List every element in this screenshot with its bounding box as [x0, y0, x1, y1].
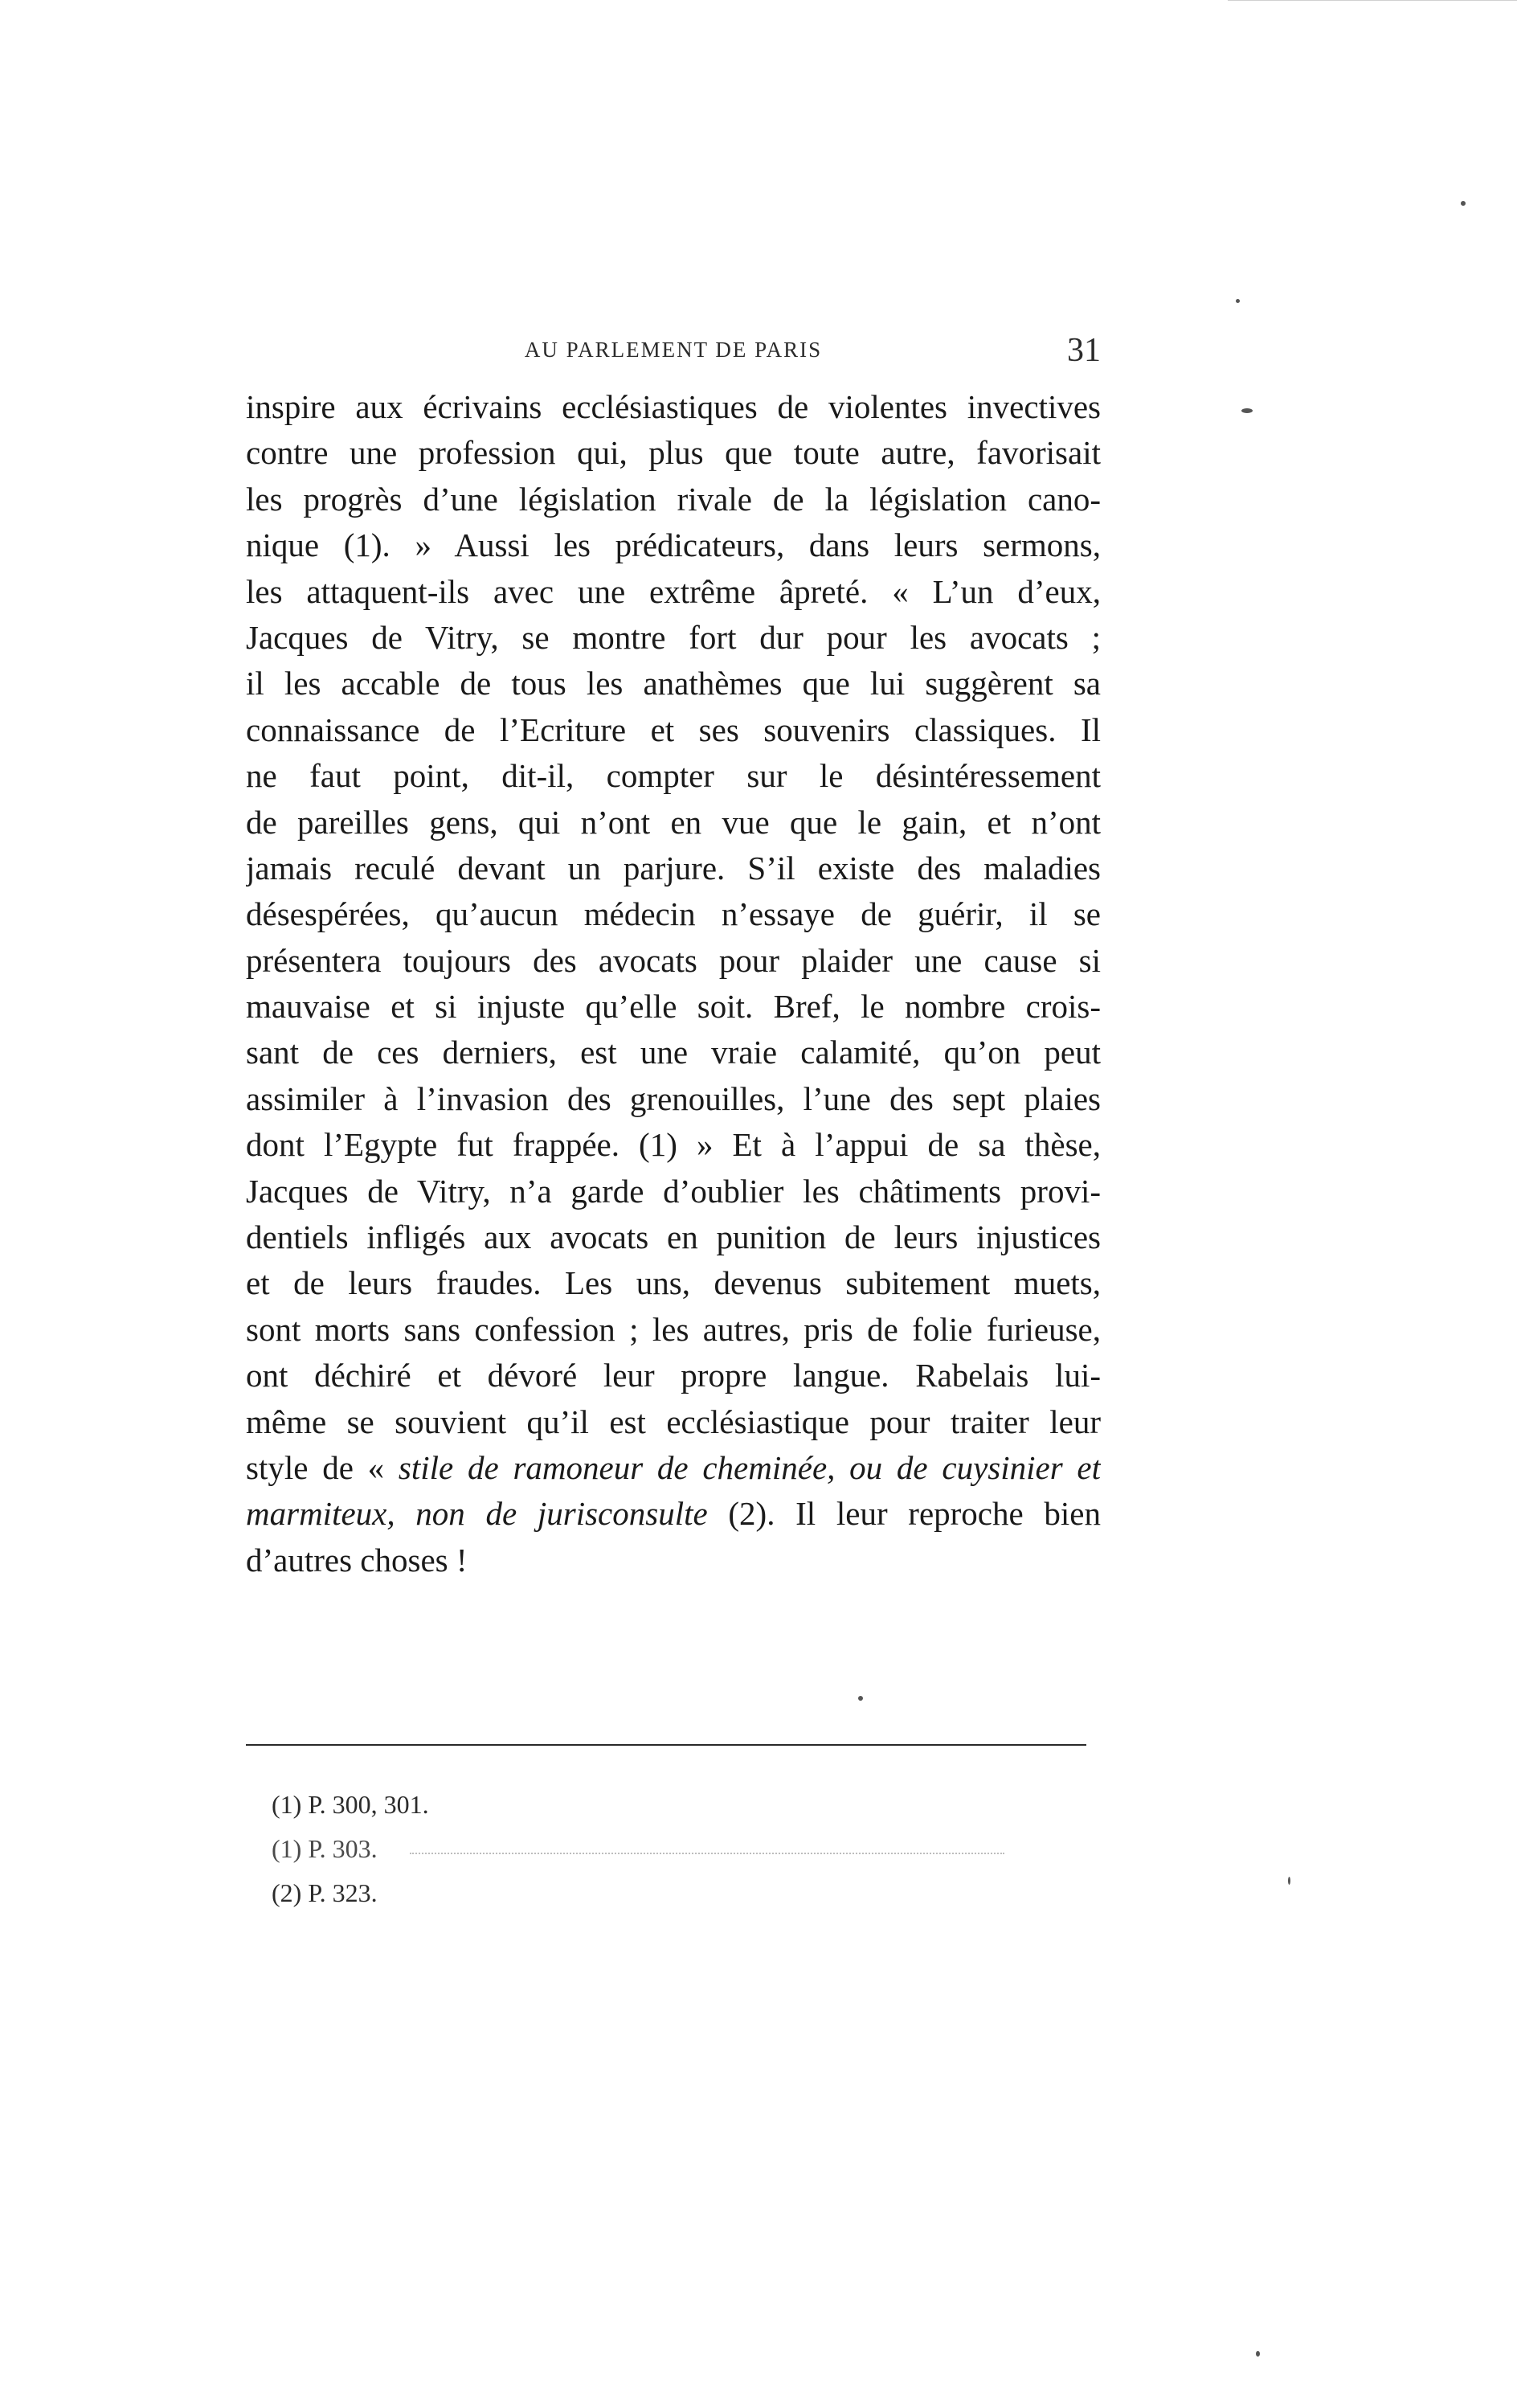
- text-line: assimiler à l’invasion des grenouilles, l’une des sept plaies: [246, 1079, 1101, 1117]
- text-line: les attaquent-ils avec une extrême âpreté. « L’un d’eux,: [246, 572, 1101, 610]
- text-line: dont l’Egypte fut frappée. (1) » Et à l’appui de sa thèse,: [246, 1126, 1101, 1164]
- strike-dots: [410, 1853, 1004, 1856]
- text-line: nique (1). » Aussi les prédicateurs, dans leurs sermons,: [246, 526, 1101, 564]
- italic-quotation: stile de ramoneur de cheminée, ou de cuysinier et: [398, 1448, 1101, 1486]
- page-header: [246, 330, 1101, 371]
- text-line: inspire aux écrivains ecclésiastiques de violentes invectives: [246, 388, 1101, 425]
- text-line: sant de ces derniers, est une vraie calamité, qu’on peut: [246, 1034, 1101, 1071]
- text-line: et de leurs fraudes. Les uns, devenus subitement muets,: [246, 1264, 1101, 1302]
- ink-speck: [1461, 201, 1466, 206]
- footnotes: [272, 1783, 995, 1915]
- body-text: [246, 384, 1101, 1583]
- footnote: (1) P. 303.: [272, 1834, 378, 1863]
- footnote: (2) P. 323.: [272, 1878, 378, 1907]
- text-line: présentera toujours des avocats pour plaider une cause si: [246, 941, 1101, 979]
- text-line: dentiels infligés aux avocats en punition de leurs injustices: [246, 1218, 1101, 1256]
- text-line: ne faut point, dit-il, compter sur le désintéressement: [246, 757, 1101, 795]
- text-line-with-italic: [246, 1491, 1101, 1537]
- footnote: (1) P. 300, 301.: [272, 1790, 429, 1819]
- text-line: de pareilles gens, qui n’ont en vue que le gain, et n’ont: [246, 803, 1101, 841]
- scan-edge-mark: [1228, 0, 1517, 6]
- running-head: AU PARLEMENT DE PARIS: [524, 338, 823, 362]
- text-line: Jacques de Vitry, n’a garde d’oublier les châtiments provi-: [246, 1172, 1101, 1210]
- line-text: (2). Il leur reproche bien: [707, 1495, 1101, 1533]
- text-line: même se souvient qu’il est ecclésiastique pour traiter leur: [246, 1403, 1101, 1440]
- text-line: Jacques de Vitry, se montre fort dur pour les avocats ;: [246, 618, 1101, 656]
- text-line: d’autres choses !: [246, 1541, 468, 1579]
- italic-quotation: marmiteux, non de jurisconsulte: [246, 1495, 708, 1533]
- text-line: les progrès d’une législation rivale de la législation cano-: [246, 480, 1101, 518]
- ink-speck: [1256, 2351, 1260, 2357]
- text-line: il les accable de tous les anathèmes que lui suggèrent sa: [246, 665, 1101, 702]
- text-line: connaissance de l’Ecriture et ses souvenirs classiques. Il: [246, 711, 1101, 748]
- ink-speck: [1241, 408, 1253, 413]
- text-line: mauvaise et si injuste qu’elle soit. Bref, le nombre crois-: [246, 988, 1101, 1026]
- text-line: contre une profession qui, plus que toute autre, favorisait: [246, 434, 1101, 472]
- ink-speck: [858, 1696, 863, 1701]
- line-text: style de «: [246, 1448, 399, 1486]
- text-line: désespérées, qu’aucun médecin n’essaye de guérir, il se: [246, 895, 1101, 933]
- text-line: ont déchiré et dévoré leur propre langue. Rabelais lui-: [246, 1357, 1101, 1394]
- footnote-rule: [246, 1744, 1086, 1746]
- text-line: sont morts sans confession ; les autres, pris de folie furieuse,: [246, 1310, 1101, 1348]
- ink-speck: [1288, 1877, 1290, 1885]
- ink-speck: [1236, 299, 1240, 303]
- page-number: 31: [1067, 332, 1101, 369]
- text-line-with-italic: [246, 1445, 1101, 1491]
- text-line: jamais reculé devant un parjure. S’il existe des maladies: [246, 849, 1101, 887]
